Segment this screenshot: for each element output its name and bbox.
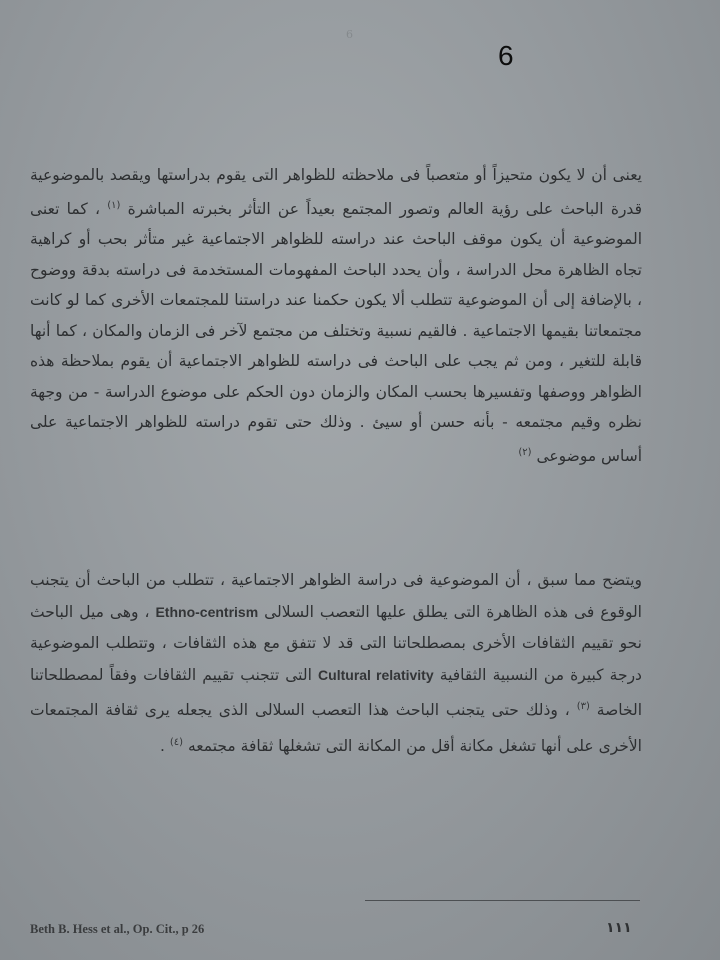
paragraph-2-text-1: ويتضح مما سبق ، أن الموضوعية فى دراسة الظواهر الاجتماعية ، تتطلب من الباحث أن يتجنب الوقوع فى هذه الظاهرة التى يطلق عليها التعصب السلالى	[30, 571, 642, 621]
arabic-page-number: ١١١	[606, 920, 632, 936]
paragraph-2-text-4: ، وذلك حتى يتجنب الباحث هذا التعصب السلالى الذى يجعله يرى ثقافة المجتمعات الأخرى على أنها تشغل مكانة أقل من المكانة التى تشغلها ثقافة مجتمعه	[30, 701, 642, 755]
footnote-marker-2: (٢)	[518, 446, 532, 458]
paragraph-1-content	[30, 160, 642, 471]
page-number: 6	[498, 40, 514, 71]
term-ethnocentrism: Ethno-centrism	[155, 603, 259, 620]
faint-page-mark: 6	[346, 28, 353, 41]
paragraph-1-text: يعنى أن لا يكون متحيزاً أو متعصباً فى ملاحظته للظواهر التى يقوم بدراستها ويقصد بالموضوعية قدرة الباحث على رؤية العالم وتصور المجتمع بعيداً عن التأثر بخبرته المباشرة	[30, 166, 642, 218]
paragraph-1-text-2: ، كما تعنى الموضوعية أن يكون موقف الباحث عند دراسته للظواهر الاجتماعية غير متأثر بحب أو كراهية تجاه الظاهرة محل الدراسة ، وأن يحدد الباحث المفهومات المستخدمة فى دراسته بدقة ووضوح ، بالإضافة إلى أن الموضوعية تتطلب ألا يكون حكمنا عند دراستنا للمجتمعات الأخرى كما لو كانت مجتمعاتنا بقيمها الاجتماعية . فالقيم نسبية وتختلف من مجتمع لآخر فى الزمان والمكان ، كما أنها قابلة للتغير ، ومن ثم يجب على الباحث فى دراسته للظواهر الاجتماعية أن يقوم بملاحظة هذه الظواهر ووصفها وتفسيرها بحسب المكان والزمان دون الحكم على موضوع الدراسة - من وجهة نظره وقيم مجتمعه - بأنه حسن أو سيئ . وذلك حتى تقوم دراسته للظواهر الاجتماعية على أساس موضوعى	[30, 199, 642, 465]
paragraph-2	[30, 565, 642, 762]
footnote-citation: Beth B. Hess et al., Op. Cit., p 26	[30, 922, 205, 936]
paragraph-2-text-2: ، وهى ميل الباحث نحو تقييم الثقافات الأخرى بمصطلحاتنا التى قد لا تتفق مع هذه الثقافات ، وتتطلب الموضوعية درجة كبيرة من النسبية الثقافية	[30, 602, 642, 684]
footnote-marker-3: (٣)	[576, 701, 590, 712]
paragraph-1	[30, 160, 642, 471]
paragraph-2-content	[30, 565, 642, 762]
footnote-marker-1: (١)	[107, 199, 121, 211]
paragraph-2-text-3: التى تتجنب تقييم الثقافات وفقاً لمصطلحاتنا الخاصة	[30, 665, 642, 720]
term-cultural-relativity: Cultural relativity	[318, 666, 434, 683]
paragraph-2-text-5: .	[160, 736, 165, 755]
footnote-divider	[365, 900, 640, 901]
footnote-marker-4: (٤)	[169, 736, 184, 748]
